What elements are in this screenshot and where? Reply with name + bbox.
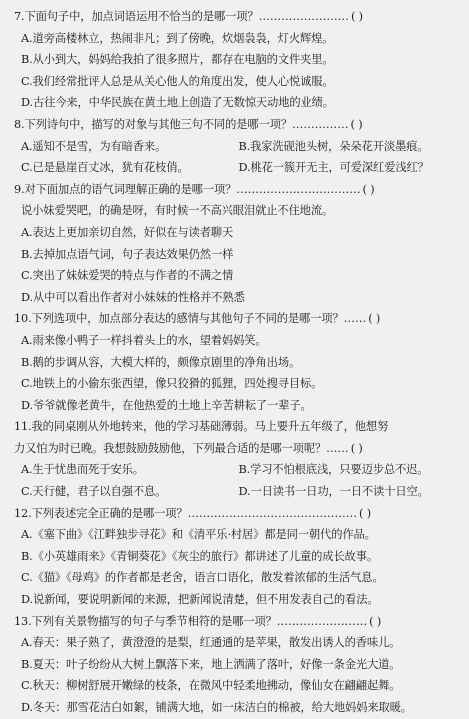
question-stem: 11.我的同桌刚从外地转来，他的学习基础薄弱。马上要升五年级了，他想努 <box>14 420 389 434</box>
option-c: C.《猫》《母鸡》的作者都是老舍，语言口语化，散发着浓郁的生活气息。 <box>21 571 384 585</box>
question-stem: 13.下列有关景物描写的句子与季节相符的是哪一项？ <box>14 614 277 628</box>
option-c: C.突出了妹妹爱哭的特点与作者的不满之情 <box>21 269 234 283</box>
question-stem: 10.下列选项中，加点部分表达的感情与其他句子不同的是哪一项？ <box>14 312 344 326</box>
question-13 <box>10 611 459 719</box>
answer-blank: ( ) <box>350 441 363 455</box>
option-d: D.一日读书一日功，一日不读十日空。 <box>238 485 429 499</box>
question-stem-continued: 力又怕为时已晚。我想鼓励鼓励他，下列最合适的是哪一项呢？ <box>14 441 327 455</box>
option-c: C.已是悬崖百丈冰，犹有花枝俏。 <box>21 161 189 175</box>
option-c: C.我们经常批评人总是从关心他人的角度出发，使人心悦诚服。 <box>21 74 334 88</box>
option-d: D.冬天：那雪花洁白如絮，铺满大地，如一床洁白的棉被，给大地妈妈来取暖。 <box>21 701 412 714</box>
option-d: D.说新闻，要说明新闻的来源，把新闻说清楚，但不用发表自己的看法。 <box>21 593 379 607</box>
option-d: D.从中可以看出作者对小妹妹的性格并不熟悉 <box>21 290 245 304</box>
answer-blank: ( ) <box>350 117 363 131</box>
question-stem: 9.对下面加点的语气词理解正确的是哪一项？ <box>14 182 237 196</box>
option-d: D.古往今来，中华民族在黄土地上创造了无数惊天动地的业绩。 <box>21 96 334 110</box>
option-a: A.春天：果子熟了，黄澄澄的是梨，红通通的是苹果，散发出诱人的香味儿。 <box>21 636 401 650</box>
question-12 <box>10 503 459 611</box>
option-d: D.爷爷就像老黄牛，在他热爱的土地上辛苦耕耘了一辈子。 <box>21 398 312 412</box>
option-b: B.我家洗砚池头树，朵朵花开淡墨痕。 <box>238 139 429 153</box>
option-c: C.地铁上的小偷东张西望，像只狡猾的狐狸，四处搜寻目标。 <box>21 377 323 391</box>
answer-blank: ( ) <box>350 10 363 23</box>
option-a: A.《塞下曲》《江畔独步寻花》和《清平乐·村居》都是同一朝代的作品。 <box>21 528 376 542</box>
leader-dots: …………………… <box>258 10 349 23</box>
leader-dots: …………………………… <box>236 182 361 196</box>
answer-blank: ( ) <box>362 182 375 196</box>
option-c: C.秋天：柳树舒展开嫩绿的枝条，在微风中轻柔地拂动，像仙女在翩翩起舞。 <box>21 679 401 693</box>
question-11 <box>10 416 459 502</box>
leader-dots: …………………… <box>276 614 368 628</box>
option-b: B.鹅的步调从容，大模大样的，颇像京剧里的净角出场。 <box>21 355 301 369</box>
option-b: B.学习不怕根底浅，只要迈步总不迟。 <box>238 463 429 477</box>
leader-dots: ……………………………………… <box>187 506 358 520</box>
answer-blank: ( ) <box>369 614 382 628</box>
option-a: A.表达上更加亲切自然，好似在与读者聊天 <box>21 225 234 239</box>
option-b: B.夏天：叶子纷纷从大树上飘落下来，地上洒满了落叶，好像一条金光大道。 <box>21 657 401 671</box>
question-stem: 7.下面句子中，加点词语运用不恰当的是哪一项？ <box>14 10 259 23</box>
question-7 <box>10 6 459 114</box>
answer-blank: ( ) <box>359 506 371 520</box>
option-a: A.遥知不是雪，为有暗香来。 <box>21 139 167 153</box>
question-stem: 8.下列诗句中，描写的对象与其他三句不同的是哪一项？ <box>14 117 293 131</box>
leader-dots: …… <box>326 441 349 455</box>
leader-dots: …………… <box>292 117 349 131</box>
question-8 <box>10 114 459 179</box>
option-b: B.从小到大，妈妈给我拍了很多照片，都存在电脑的文件夹里。 <box>21 53 334 67</box>
option-b: B.去掉加点语气词，句子表达效果仍然一样 <box>21 247 234 261</box>
question-stem: 12.下列表述完全正确的是哪一项？ <box>14 506 188 520</box>
leader-dots: …… <box>343 312 367 326</box>
question-9 <box>10 179 459 309</box>
answer-blank: ( ) <box>368 312 381 326</box>
question-10 <box>10 308 459 416</box>
option-d: D.桃花一簇开无主，可爱深红爱浅红？ <box>238 161 429 175</box>
option-a: A.生于忧患而死于安乐。 <box>21 463 144 477</box>
option-c: C.天行健，君子以自强不息。 <box>21 485 167 499</box>
option-a: A.雨来像小鸭子一样抖着头上的水，望着妈妈笑。 <box>21 333 267 347</box>
option-a: A.道旁高楼林立，热闹非凡；到了傍晚，炊烟袅袅，灯火辉煌。 <box>21 31 334 45</box>
option-b: B.《小英雄雨来》《青铜葵花》《灰尘的旅行》都讲述了儿童的成长故事。 <box>21 549 378 563</box>
quoted-passage: 说小妹爱哭吧，的确是呀，有时候一不高兴眼泪就止不住地流。 <box>21 204 334 218</box>
